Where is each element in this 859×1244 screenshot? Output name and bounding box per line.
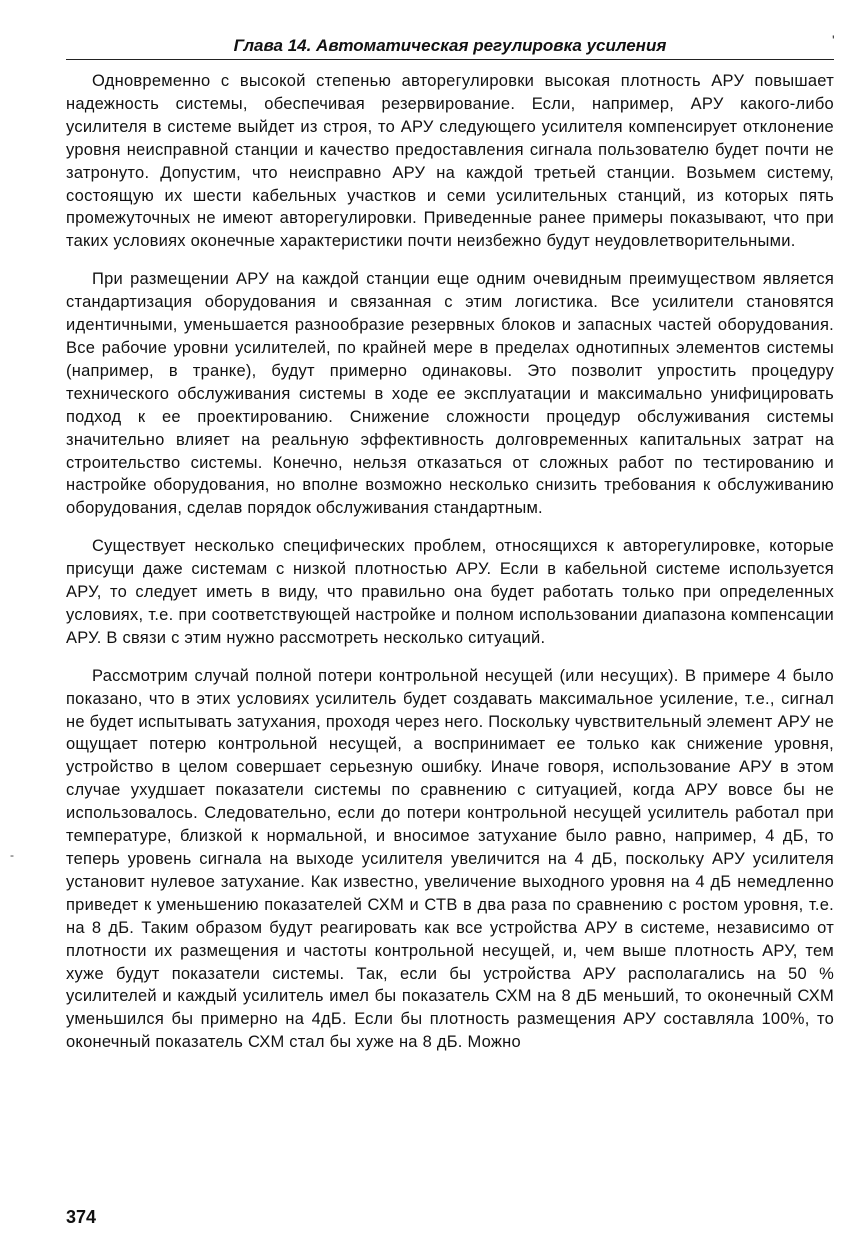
running-header: Глава 14. Автоматическая регулировка усиления — [66, 34, 834, 60]
margin-mark: - — [10, 848, 14, 862]
header-mark: ' — [832, 32, 835, 48]
body-text — [66, 70, 834, 1069]
paragraph-3: Существует несколько специфических проблем, относящихся к авторегулировке, которые присущи даже системам с низкой плотностью АРУ. Если в кабельной системе используется АРУ, то следует иметь в виду, что правильно она будет работать только при определенных условиях, т.е. при соответствующей настройке и полном использовании диапазона компенсации АРУ. В связи с этим нужно рассмотреть несколько ситуаций. — [66, 537, 834, 647]
paragraph-2: При размещении АРУ на каждой станции еще одним очевидным преимуществом является стандартизация оборудования и связанная с этим логистика. Все усилители становятся идентичными, уменьшается разнообразие резервных блоков и запасных частей оборудования. Все рабочие уровни усилителей, по крайней мере в пределах однотипных элементов системы (например, в транке), будут примерно одинаковы. Это позволит упростить процедуру технического обслуживания системы в ходе ее эксплуатации и максимально унифицировать подход к ее проектированию. Снижение сложности процедур обслуживания системы значительно влияет на реальную эффективность долговременных капитальных затрат на строительство системы. Конечно, нельзя отказаться от сложных работ по тестированию и настройке оборудования, но вполне возможно несколько снизить требования к обслуживанию оборудования, сделав порядок обслуживания стандартным. — [66, 270, 834, 518]
paragraph-4: Рассмотрим случай полной потери контрольной несущей (или несущих). В примере 4 было показано, что в этих условиях усилитель будет создавать максимальное усиление, т.е., сигнал не будет испытывать затухания, проходя через него. Поскольку чувствительный элемент АРУ не ощущает потерю контрольной несущей, а воспринимает ее только как снижение уровня, устройство в целом совершает серьезную ошибку. Иначе говоря, использование АРУ в этом случае ухудшает показатели системы по сравнению с ситуацией, когда АРУ вовсе бы не использовалось. Следовательно, если до потери контрольной несущей усилитель работал при температуре, близкой к нормальной, и вносимое затухание было равно, например, 4 дБ, то теперь уровень сигнала на выходе усилителя увеличится на 4 дБ, поскольку АРУ усилителя установит нулевое затухание. Как известно, увеличение выходного уровня на 4 дБ немедленно приведет к уменьшению показателей СХМ и СТВ в два раза по сравнению с ростом уровня, т.е. на 8 дБ. Таким образом будут реагировать как все устройства АРУ в системе, независимо от плотности их размещения и частоты контрольной несущей, и, чем выше плотность АРУ, тем хуже будут показатели системы. Так, если бы устройства АРУ располагались на 50 % усилителей и каждый усилитель имел бы показатель СХМ на 8 дБ меньший, то оконечный СХМ уменьшился бы примерно на 4дБ. Если бы плотность размещения АРУ составляла 100%, то оконечный показатель СХМ стал бы хуже на 8 дБ. Можно — [66, 666, 834, 1052]
paragraph-1: Одновременно с высокой степенью авторегулировки высокая плотность АРУ повышает надежность системы, обеспечивая резервирование. Если, например, АРУ какого-либо усилителя в системе выйдет из строя, то АРУ следующего усилителя компенсирует отклонение уровня неисправной станции и качество предоставления сигнала пользователю будет почти не затронуто. Допустим, что неисправно АРУ на каждой третьей станции. Возьмем систему, состоящую их шести кабельных участков и семи усилительных станций, из которых пять промежуточных не имеют авторегулировки. Приведенные ранее примеры показывают, что при таких условиях оконечные характеристики почти неизбежно будут неудовлетворительными. — [66, 72, 834, 251]
page-number: 374 — [66, 1207, 97, 1227]
